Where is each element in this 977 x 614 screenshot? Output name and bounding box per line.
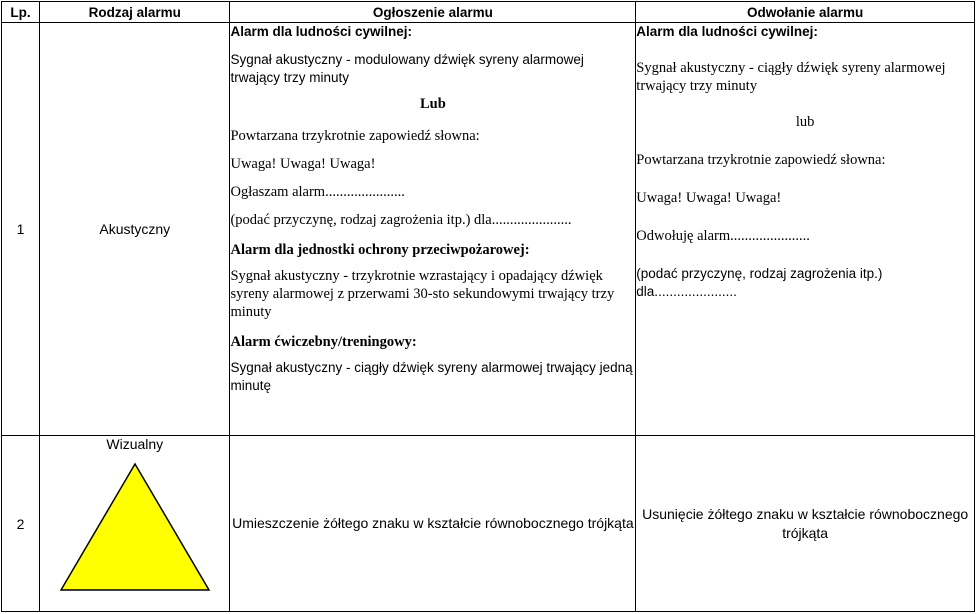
cancel-text: Odwołuję alarm...................... [636,228,810,245]
cancel-civil-title: Alarm dla ludności cywilnej: [636,24,818,40]
header-row [2,2,975,23]
attention-text: Uwaga! Uwaga! Uwaga! [230,156,376,173]
civil-signal: Sygnał akustyczny - modulowany dźwięk syreny alarmowej trwający trzy minuty [230,52,584,86]
cancel-repeat-text: Powtarzana trzykrotnie zapowiedź słowna: [636,152,886,169]
header-announcement: Ogłoszenie alarmu [230,2,636,23]
alarm-kind: Wizualny [106,436,164,453]
fire-title: Alarm dla jednostki ochrony przeciwpożarowej: [230,242,530,259]
header-kind: Rodzaj alarmu [40,2,230,23]
cancel-attention-text: Uwaga! Uwaga! Uwaga! [636,190,782,207]
cancel-or-label: lub [795,114,815,131]
exercise-title: Alarm ćwiczebny/treningowy: [230,334,417,351]
exercise-signal: Sygnał akustyczny - ciągły dźwięk syreny alarmowej trwający jedną minutę [230,360,633,394]
civil-title: Alarm dla ludności cywilnej: [230,24,413,40]
table-row [2,436,975,612]
header-lp: Lp. [2,2,40,23]
alarm-kind-cell [40,436,230,612]
cancellation-cell [636,23,975,436]
header-cancellation: Odwołanie alarmu [636,2,975,23]
reason-text: (podać przyczynę, rodzaj zagrożenia itp.) dla...................... [230,212,572,229]
yellow-triangle-icon [55,460,215,595]
row-number: 1 [2,23,40,436]
fire-signal: Sygnał akustyczny - trzykrotnie wzrastający i opadający dźwięk syreny alarmowej z przerwami 30-sto sekundowymi trwający trzy minuty [230,268,615,321]
announcement-visual: Umieszczenie żółtego znaku w kształcie równobocznego trójkąta [230,436,636,612]
or-label: Lub [419,96,446,113]
alarm-kind: Akustyczny [40,23,230,436]
declare-text: Ogłaszam alarm...................... [230,184,405,201]
table-row [2,23,975,436]
announcement-cell [230,23,636,436]
cancellation-visual: Usunięcie żółtego znaku w kształcie równobocznego trójkąta [636,436,975,612]
repeat-text: Powtarzana trzykrotnie zapowiedź słowna: [230,128,480,145]
row-number: 2 [2,436,40,612]
cancel-civil-signal: Sygnał akustyczny - ciągły dźwięk syreny alarmowej trwający trzy minuty [636,60,946,95]
cancel-reason-text: (podać przyczynę, rodzaj zagrożenia itp.) dla...................... [636,266,883,300]
alarm-table [1,1,975,612]
